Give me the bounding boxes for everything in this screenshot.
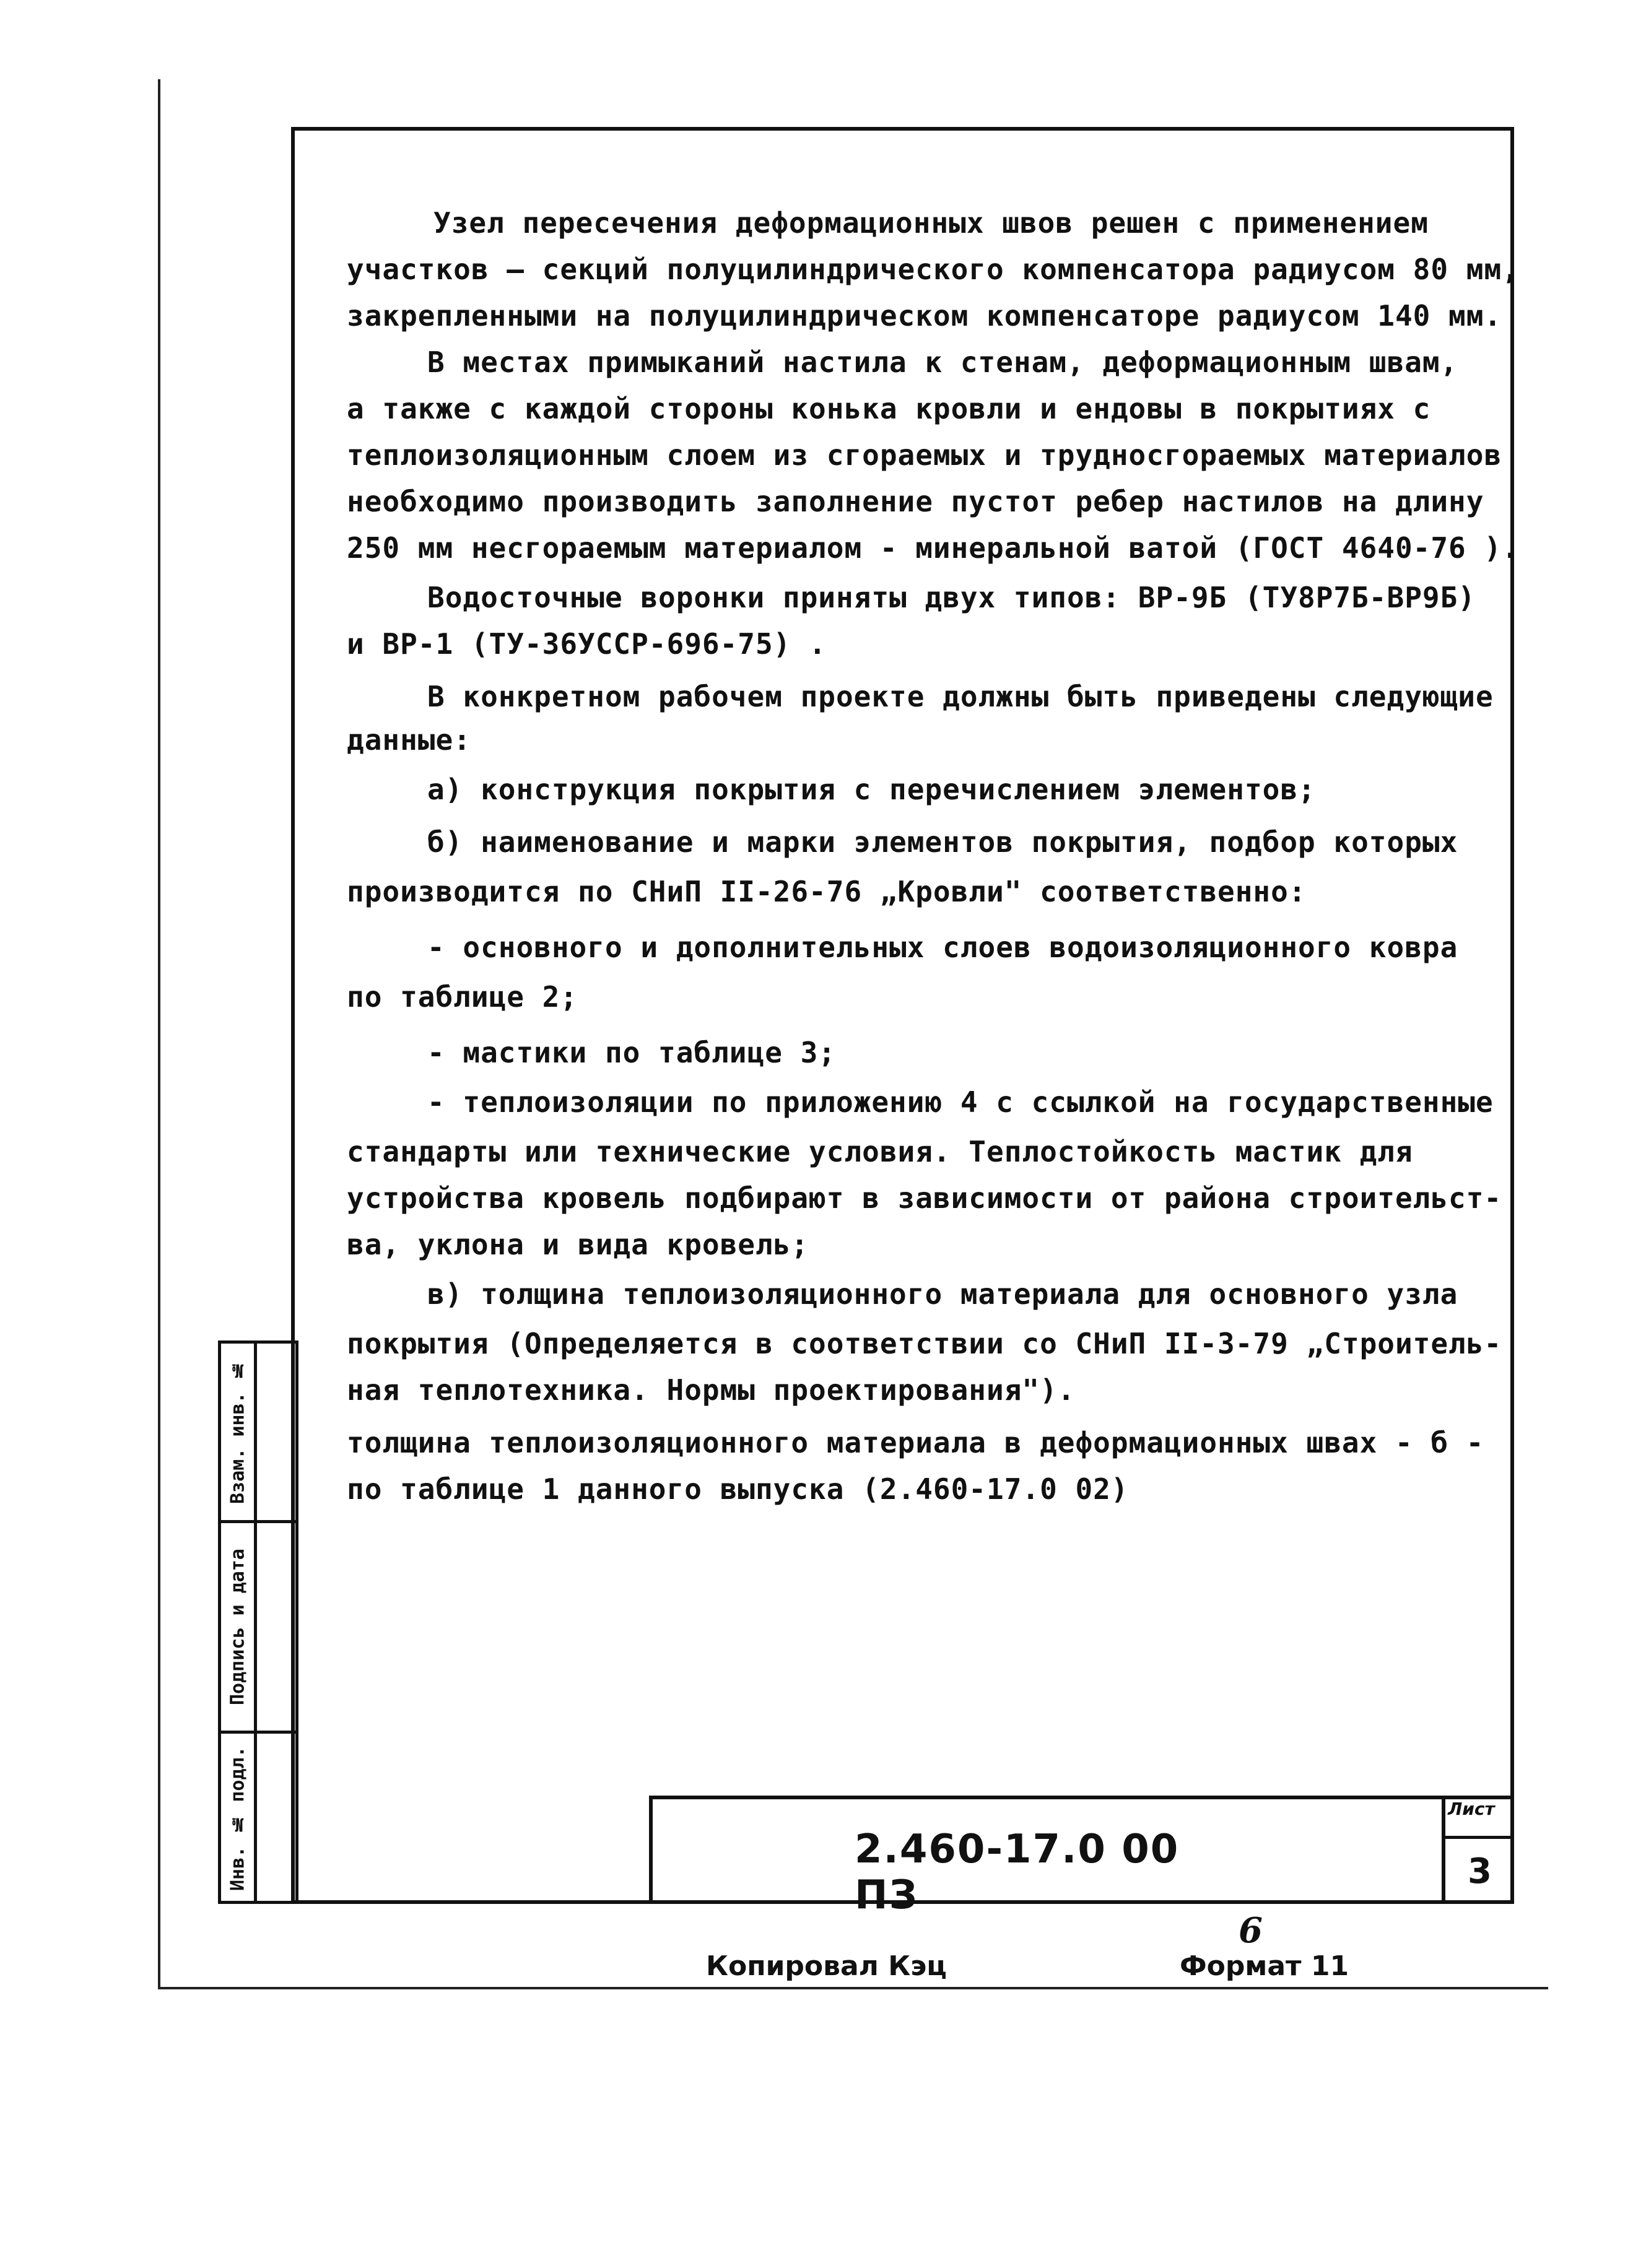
text-line: производится по СНиП II-26-76 „Кровли" соответственно: (347, 875, 1307, 908)
side-label-signature-date: Подпись и дата (227, 1549, 249, 1705)
text-line: устройства кровель подбирают в зависимости от района строительст- (347, 1181, 1502, 1215)
title-block-row-divider (1442, 1836, 1514, 1839)
text-line: закрепленными на полуцилиндрическом компенсаторе радиусом 140 мм. (347, 299, 1502, 332)
text-line: толщина теплоизоляционного материала в деформационных швах - б - (347, 1426, 1484, 1459)
text-line: Водосточные воронки приняты двух типов: ВР-9Б (ТУ8Р7Б-ВР9Б) (427, 581, 1476, 614)
text-line: стандарты или технические условия. Теплостойкость мастик для (347, 1135, 1413, 1168)
text-line: необходимо производить заполнение пустот ребер настилов на длину (347, 485, 1484, 518)
text-line: Узел пересечения деформационных швов решен с применением (433, 206, 1429, 240)
text-line: 250 мм несгораемым материалом - минеральной ватой (ГОСТ 4640-76 ). (347, 531, 1520, 565)
sheet-border-left (158, 79, 160, 1989)
text-line: - мастики по таблице 3; (427, 1036, 836, 1069)
text-line: теплоизоляционным слоем из сгораемых и трудносгораемых материалов (347, 438, 1502, 472)
text-line: б) наименование и марки элементов покрытия, подбор которых (427, 825, 1458, 859)
title-block-divider (1442, 1796, 1445, 1904)
text-line: участков – секций полуцилиндрического компенсатора радиусом 80 мм, (347, 253, 1520, 286)
text-line: ная теплотехника. Нормы проектирования"). (347, 1373, 1076, 1407)
text-line: по таблице 1 данного выпуска (2.460-17.0 02) (347, 1472, 1129, 1506)
copied-by: Копировал Кэц (706, 1950, 947, 1982)
text-line: - основного и дополнительных слоев водоизоляционного ковра (427, 931, 1458, 964)
page-number: 6 (1239, 1910, 1263, 1951)
text-line: в) толщина теплоизоляционного материала для основного узла (427, 1277, 1458, 1311)
text-line: В конкретном рабочем проекте должны быть приведены следующие (427, 680, 1494, 713)
document-code: 2.460-17.0 00 ПЗ (855, 1827, 1180, 1918)
text-line: - теплоизоляции по приложению 4 с ссылкой на государственные (427, 1085, 1494, 1119)
side-strip-divider (254, 1340, 257, 1904)
sheet-label: Лист (1448, 1799, 1495, 1819)
text-line: а) конструкция покрытия с перечислением элементов; (427, 773, 1316, 806)
text-line: покрытия (Определяется в соответствии со СНиП II-3-79 „Строитель- (347, 1327, 1502, 1360)
side-label-inv-no: Инв. № подл. (227, 1746, 249, 1892)
text-line: и ВР-1 (ТУ-36УССР-696-75) . (347, 627, 827, 661)
text-line: по таблице 2; (347, 980, 578, 1014)
text-line: а также с каждой стороны конька кровли и ендовы в покрытиях с (347, 392, 1431, 425)
format-label: Формат 11 (1180, 1950, 1349, 1982)
sheet-number: 3 (1468, 1851, 1492, 1892)
sheet-border-bottom (158, 1987, 1548, 1989)
text-line: ва, уклона и вида кровель; (347, 1228, 809, 1261)
side-label-replacement-inv: Взам. инв. № (227, 1359, 249, 1505)
text-line: В местах примыканий настила к стенам, деформационным швам, (427, 345, 1458, 379)
text-line: данные: (347, 723, 471, 757)
